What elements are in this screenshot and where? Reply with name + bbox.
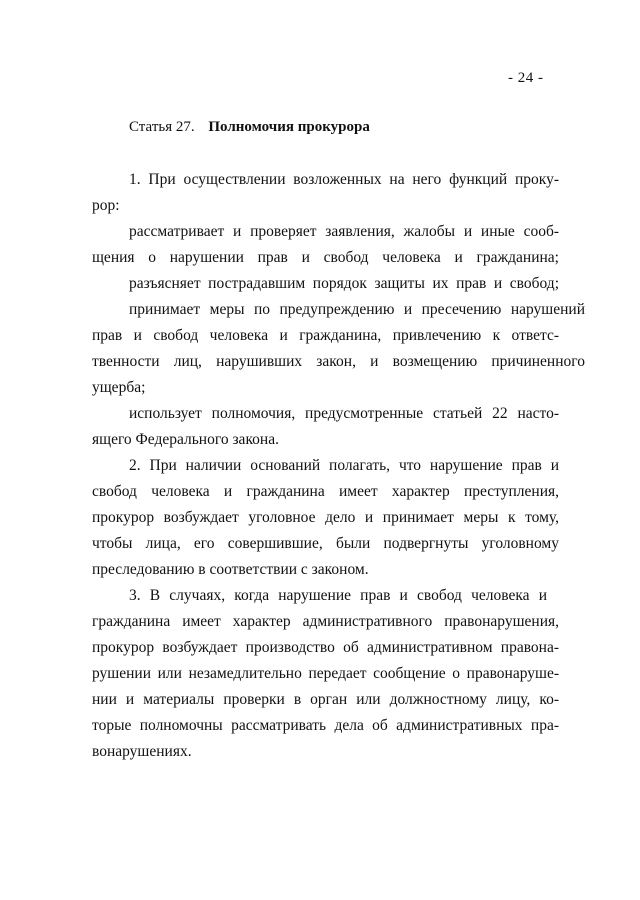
text-line: прав и свобод человека и гражданина, привлечению к ответс- [92,327,559,344]
text-line: рассматривает и проверяет заявления, жалобы и иные сооб- [129,223,559,240]
text-line: чтобы лица, его совершившие, были подвергнуты уголовному [92,535,559,552]
text-line: рор: [92,197,120,214]
text-line: 3. В случаях, когда нарушение прав и свобод человека и [129,587,547,604]
text-line: прокурор возбуждает производство об административном правона- [92,639,559,656]
text-line: 1. При осуществлении возложенных на него функций проку- [129,171,559,188]
text-line: вонарушениях. [92,743,192,760]
text-line: щения о нарушении прав и свобод человека и гражданина; [92,249,559,266]
text-line: 2. При наличии оснований полагать, что нарушение прав и [129,457,559,474]
text-line: принимает меры по предупреждению и пресечению нарушений [129,301,585,318]
text-line: ущерба; [92,379,146,396]
text-line: прокурор возбуждает уголовное дело и принимает меры к тому, [92,509,559,526]
text-line: нии и материалы проверки в орган или должностному лицу, ко- [92,691,559,708]
text-line: преследованию в соответствии с законом. [92,561,369,578]
page-number: - 24 - [508,70,544,86]
article-heading [129,119,370,136]
text-line: рушении или незамедлительно передает сообщение о правонаруше- [92,665,559,682]
text-line: гражданина имеет характер административного правонарушения, [92,613,559,630]
article-title: Полномочия прокурора [208,119,370,135]
text-line: разъясняет пострадавшим порядок защиты их прав и свобод; [129,275,559,292]
text-line: ящего Федерального закона. [92,431,279,448]
text-line: свобод человека и гражданина имеет характер преступления, [92,483,559,500]
article-number: Статья 27. [129,119,195,135]
text-line: твенности лиц, нарушивших закон, и возмещению причиненного [92,353,585,370]
text-line: торые полномочны рассматривать дела об административных пра- [92,717,559,734]
text-line: использует полномочия, предусмотренные статьей 22 насто- [129,405,559,422]
